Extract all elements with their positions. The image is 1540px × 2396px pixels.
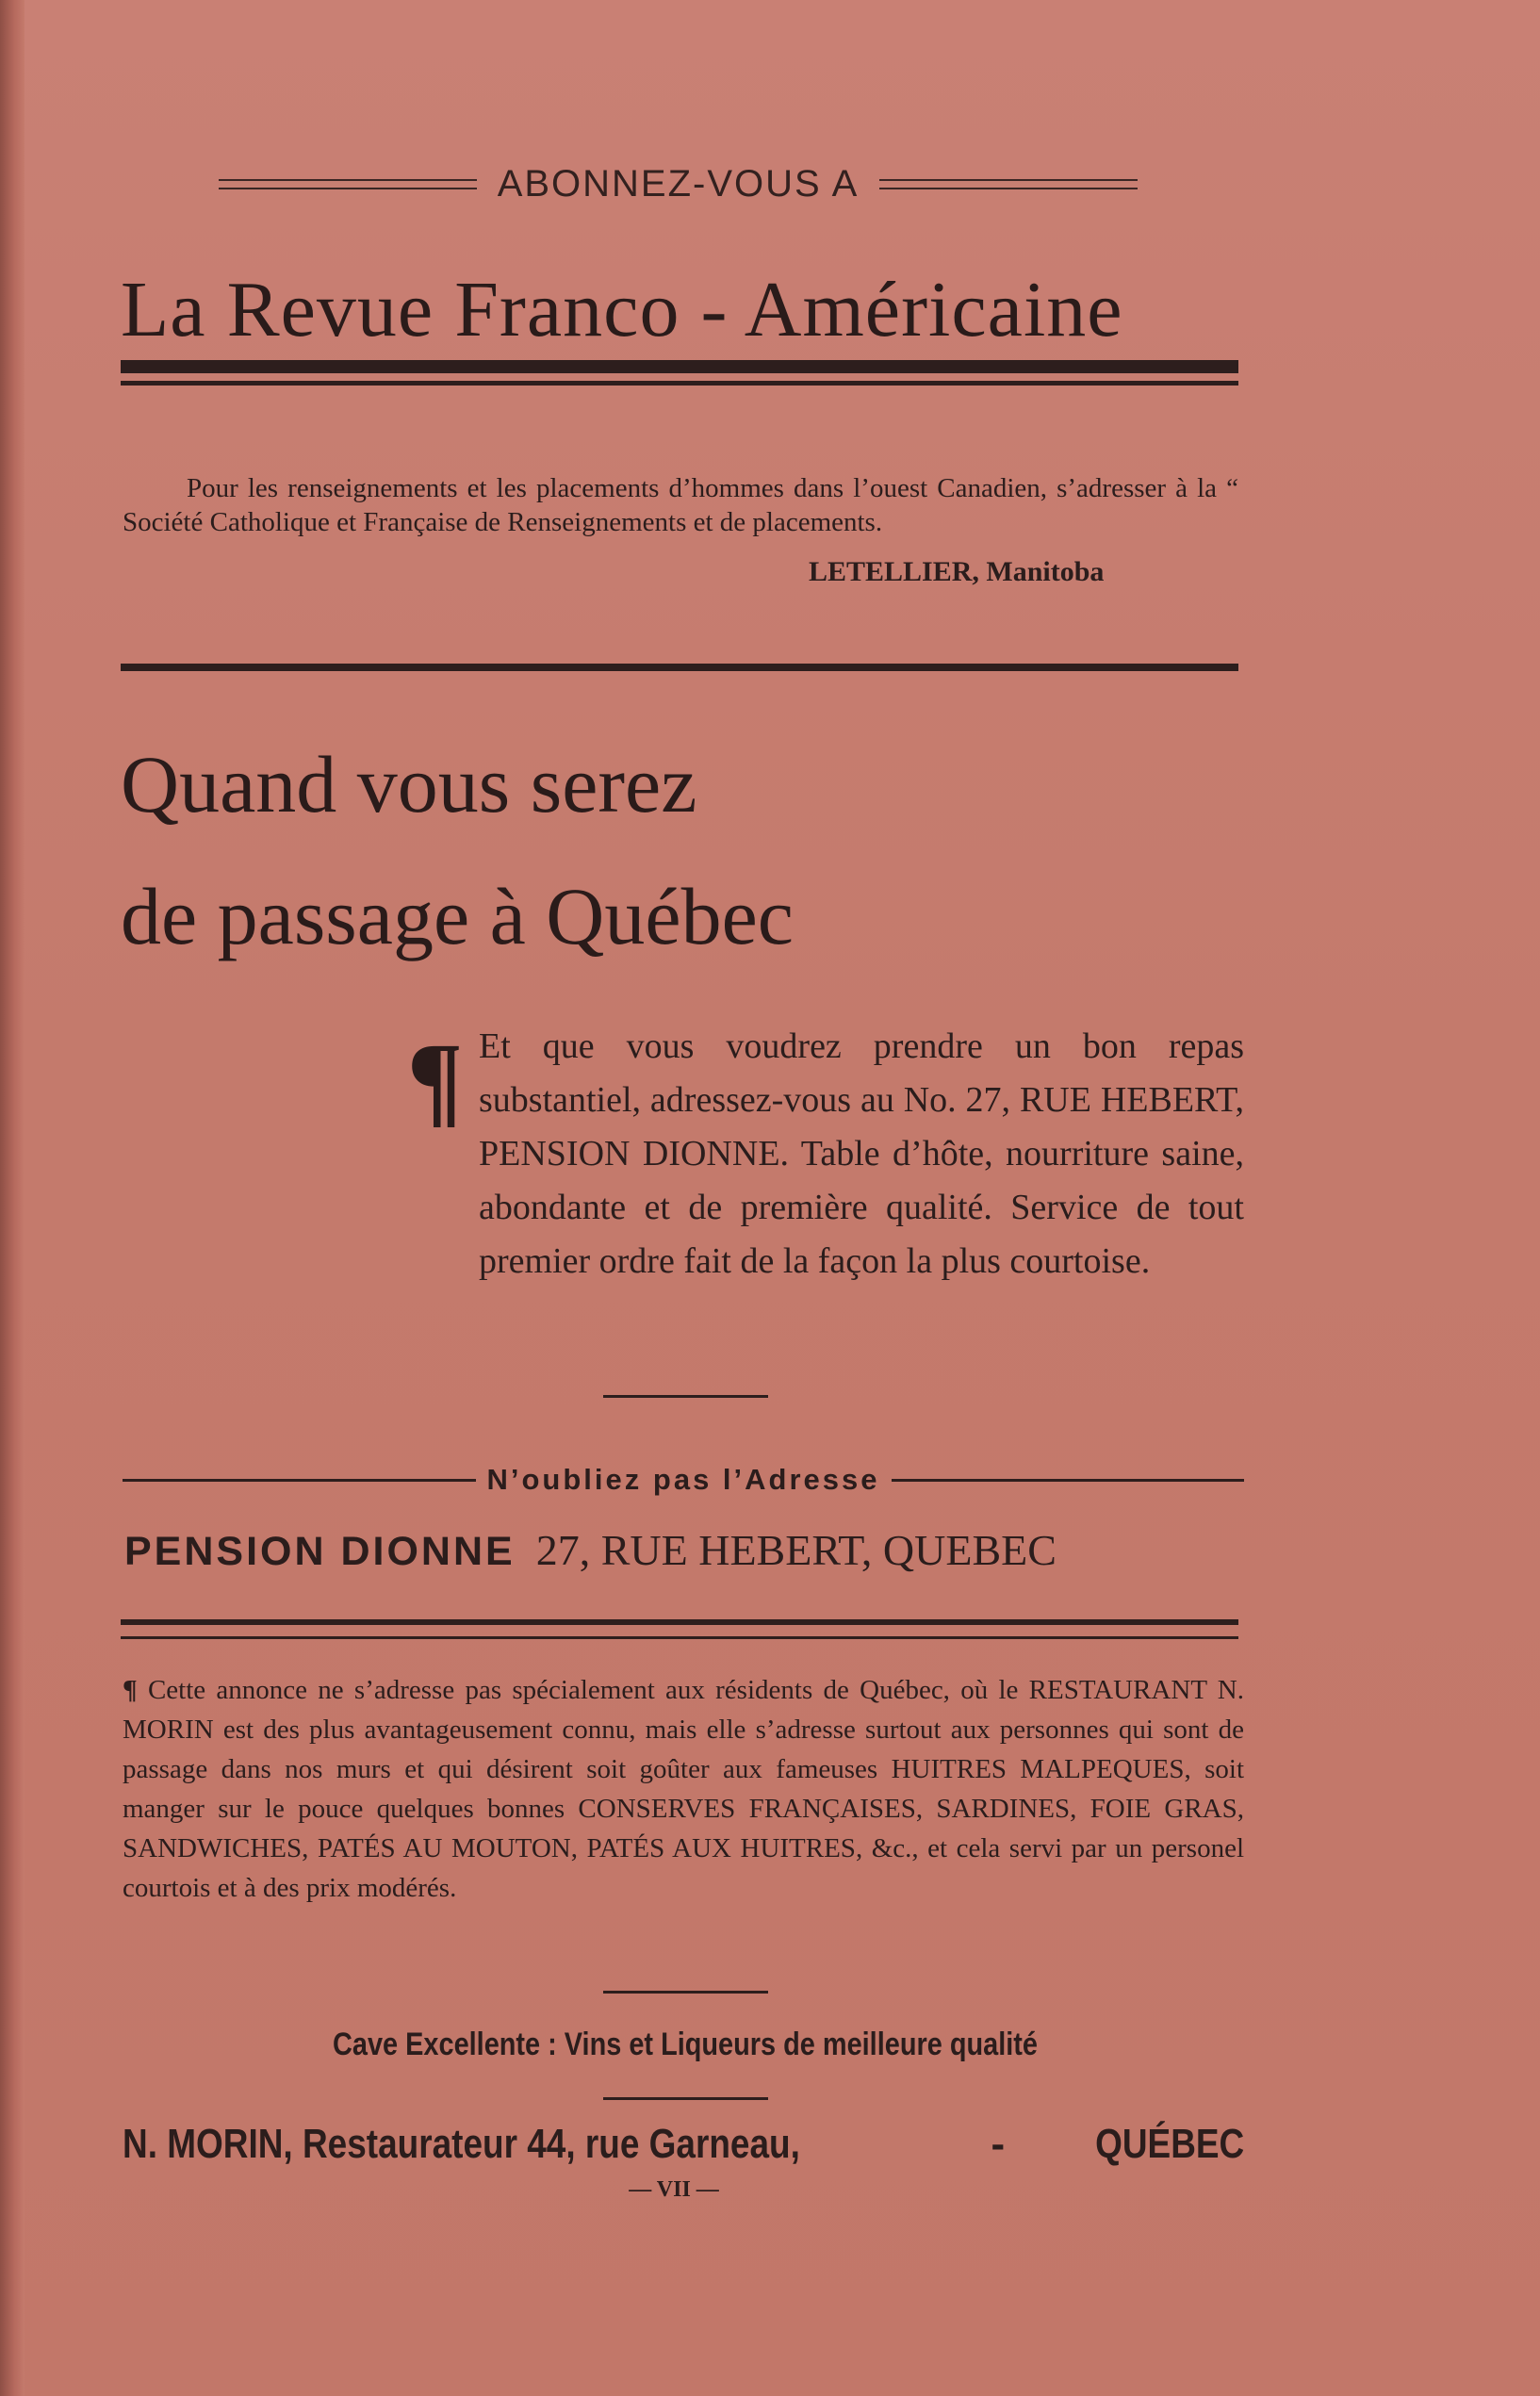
double-rule-left <box>219 179 477 189</box>
pension-name: PENSION DIONNE <box>124 1529 516 1574</box>
revue-title: La Revue Franco - Américaine <box>121 266 1123 353</box>
title-rule-thin <box>121 381 1238 386</box>
subscribe-row <box>219 160 1138 207</box>
section-divider-2b <box>121 1636 1238 1639</box>
section-divider-2a <box>121 1619 1238 1625</box>
small-pilcrow-icon: ¶ <box>123 1675 138 1705</box>
pension-address: 27, RUE HEBERT, QUEBEC <box>535 1526 1057 1574</box>
subscribe-text: ABONNEZ-VOUS A <box>497 162 860 205</box>
reminder-row <box>123 1459 1244 1501</box>
short-rule-1 <box>603 1395 768 1398</box>
pension-body: Et que vous voudrez prendre un bon repas substantiel, adressez-vous au No. 27, RUE HEBERT, PENSION DIONNE. Table d’hôte, nourriture saine, abondante et de première qualité. Service de tout premier ordre fait de la façon la plus courtoise. <box>479 1026 1244 1281</box>
section-divider-1 <box>121 664 1238 671</box>
short-rule-2 <box>603 1991 768 1994</box>
morin-body-text: Cette annonce ne s’adresse pas spécialement aux résidents de Québec, où le RESTAURANT N. MORIN est des plus avantageusement connu, mais elle s’adresse surtout aux personnes qui sont de passage dans nos murs et qui désirent soit goûter aux fameuses HUITRES MALPEQUES, soit manger sur le pouce quelques bonnes CONSERVES FRANÇAISES, SARDINES, FOIE GRAS, SANDWICHES, PATÉS AU MOUTON, PATÉS AUX HUITRES, &c., et cela servi par un personel courtois et à des prix modérés. <box>123 1675 1244 1903</box>
page-spine <box>0 0 25 2396</box>
reminder-rule-left <box>123 1479 476 1482</box>
reminder-rule-right <box>892 1479 1245 1482</box>
short-rule-3 <box>603 2097 768 2100</box>
morin-address: N. MORIN, Restaurateur 44, rue Garneau, <box>123 2121 800 2167</box>
pension-headline-line2: de passage à Québec <box>121 871 794 961</box>
title-rule-thick <box>121 360 1238 373</box>
page-number: — VII — <box>629 2177 719 2202</box>
morin-city: QUÉBEC <box>1094 2121 1244 2167</box>
pilcrow-icon: ¶ <box>407 1022 464 1137</box>
cave-line: Cave Excellente : Vins et Liqueurs de meilleure qualité <box>333 2027 1038 2062</box>
info-signature: LETELLIER, Manitoba <box>809 556 1105 587</box>
pension-headline-line1: Quand vous serez <box>121 739 697 829</box>
morin-body <box>123 1670 1244 1908</box>
info-text: Pour les renseignements et les placements d’hommes dans l’ouest Canadien, s’adresser à la “ Société Catholique et Française de Renseignements et de placements. <box>123 473 1238 537</box>
footer-dash: - <box>991 2121 1006 2167</box>
pension-address-row <box>124 1525 1246 1575</box>
pension-headline <box>121 718 794 982</box>
double-rule-right <box>879 179 1138 189</box>
morin-footer <box>123 2121 1244 2168</box>
reminder-text: N’oubliez pas l’Adresse <box>486 1463 880 1496</box>
